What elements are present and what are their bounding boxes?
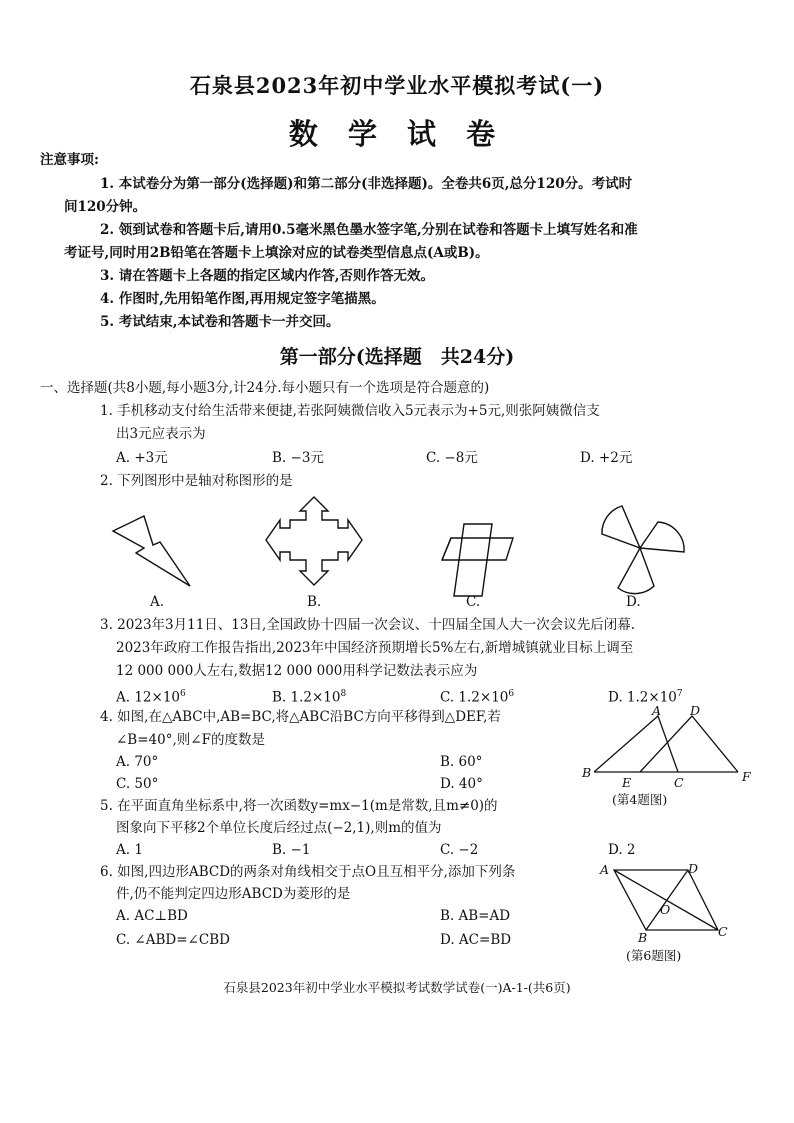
notes-heading: 注意事项:	[40, 152, 99, 168]
q4-figure-triangles	[592, 712, 742, 776]
q2-option-c: C.	[466, 594, 481, 610]
q2-figure-b-cross-arrows	[264, 495, 364, 587]
note-2a: 2. 领到试卷和答题卡后,请用0.5毫米黑色墨水签字笔,分别在试卷和答题卡上填写姓名和准	[100, 222, 638, 238]
q6-figure-rhombus	[612, 866, 722, 934]
q6-option-b: B. AB=AD	[440, 908, 511, 924]
q5-line2: 图象向下平移2个单位长度后经过点(−2,1),则m的值为	[116, 820, 442, 836]
q5-option-b: B. −1	[272, 842, 311, 858]
q1-line1: 1. 手机移动支付给生活带来便捷,若张阿姨微信收入5元表示为+5元,则张阿姨微信支	[100, 403, 600, 419]
q6-option-c: C. ∠ABD=∠CBD	[116, 932, 230, 948]
q2-figure-c-parallelograms	[440, 522, 516, 598]
note-1a: 1. 本试卷分为第一部分(选择题)和第二部分(非选择题)。全卷共6页,总分120分。考试时	[100, 176, 633, 192]
section-title: 第一部分(选择题 共24分)	[279, 346, 515, 368]
note-3: 3. 请在答题卡上各题的指定区域内作答,否则作答无效。	[100, 268, 434, 284]
exam-title: 石泉县2023年初中学业水平模拟考试(一)	[189, 73, 605, 98]
q4-label-b: B	[582, 765, 592, 780]
q4-option-d: D. 40°	[440, 776, 483, 792]
q6-label-b: B	[638, 930, 648, 945]
q4-option-c: C. 50°	[116, 776, 159, 792]
q3-option-a: A. $12\times 10^6$	[116, 689, 186, 706]
q5-option-d: D. 2	[608, 842, 636, 858]
q1-line2: 出3元应表示为	[116, 426, 206, 442]
note-4: 4. 作图时,先用铅笔作图,再用规定签字笔描黑。	[100, 291, 385, 307]
q2-option-d: D.	[626, 594, 641, 610]
q6-label-a: A	[600, 862, 610, 877]
q3-option-c: C. $1.2\times 10^6$	[440, 689, 515, 706]
q2-option-a: A.	[150, 594, 165, 610]
q4-label-a: A	[652, 703, 662, 718]
q2-figure-d-pinwheel	[596, 500, 686, 592]
q3-option-b: B. $1.2\times 10^8$	[272, 689, 347, 706]
q4-label-d: D	[690, 703, 701, 718]
exam-subtitle: 数 学 试 卷	[288, 117, 506, 151]
q2-line1: 2. 下列图形中是轴对称图形的是	[100, 473, 293, 489]
q1-option-b: B. −3元	[272, 450, 324, 466]
q3-option-d: D. $1.2\times 10^7$	[608, 689, 683, 706]
q4-label-f: F	[742, 769, 751, 784]
q6-figure-caption: (第6题图)	[626, 948, 682, 963]
q5-line1: 5. 在平面直角坐标系中,将一次函数y=mx−1(m是常数,且m≠0)的	[100, 798, 498, 814]
q1-option-a: A. +3元	[116, 450, 168, 466]
note-5: 5. 考试结束,本试卷和答题卡一并交回。	[100, 314, 340, 330]
q4-line2: ∠B=40°,则∠F的度数是	[116, 732, 265, 748]
q6-option-a: A. AC⊥BD	[116, 908, 188, 924]
q1-option-d: D. +2元	[580, 450, 633, 466]
q6-line2: 件,仍不能判定四边形ABCD为菱形的是	[116, 886, 351, 902]
q6-label-d: D	[688, 861, 699, 876]
note-1b: 间120分钟。	[64, 199, 147, 215]
q4-option-b: B. 60°	[440, 754, 483, 770]
q6-line1: 6. 如图,四边形ABCD的两条对角线相交于点O且互相平分,添加下列条	[100, 864, 516, 880]
q4-figure-caption: (第4题图)	[612, 792, 668, 807]
q2-option-b: B.	[307, 594, 322, 610]
page-footer: 石泉县2023年初中学业水平模拟考试数学试卷(一)A-1-(共6页)	[223, 980, 571, 995]
q4-label-c: C	[674, 775, 684, 790]
q6-label-o: O	[660, 902, 671, 917]
q3-line3: 12 000 000人左右,数据12 000 000用科学记数法表示应为	[116, 663, 478, 679]
q1-option-c: C. −8元	[426, 450, 478, 466]
q4-label-e: E	[622, 775, 632, 790]
q3-line1: 3. 2023年3月11日、13日,全国政协十四届一次会议、十四届全国人大一次会议先后闭幕.	[100, 617, 636, 633]
q6-option-d: D. AC=BD	[440, 932, 512, 948]
q3-line2: 2023年政府工作报告指出,2023年中国经济预期增长5%左右,新增城镇就业目标上调至	[116, 640, 634, 656]
q4-line1: 4. 如图,在△ABC中,AB=BC,将△ABC沿BC方向平移得到△DEF,若	[100, 709, 501, 725]
q4-option-a: A. 70°	[116, 754, 159, 770]
q5-option-c: C. −2	[440, 842, 479, 858]
q2-figure-a-lightning	[110, 508, 194, 590]
part-intro: 一、选择题(共8小题,每小题3分,计24分.每小题只有一个选项是符合题意的)	[40, 380, 490, 396]
note-2b: 考证号,同时用2B铅笔在答题卡上填涂对应的试卷类型信息点(A或B)。	[64, 245, 489, 261]
q5-option-a: A. 1	[116, 842, 143, 858]
q6-label-c: C	[718, 924, 728, 939]
